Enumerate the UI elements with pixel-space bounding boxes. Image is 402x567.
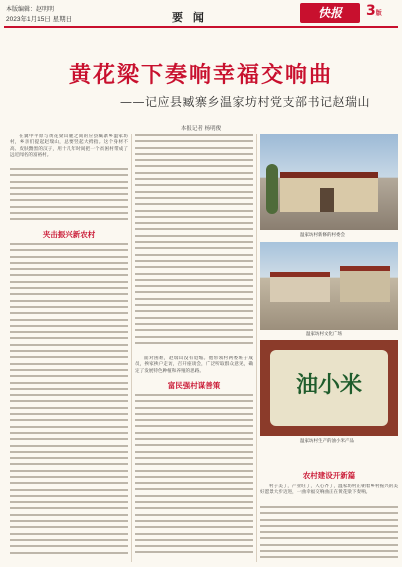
section-heading-3: 农村建设开新篇 (302, 471, 356, 480)
section-2-paragraph: 面对困难，赵瑞山没有退缩。他带领村两委班子成员，挨家挨户走访，召开座谈会，广泛听取群众意见，确定了发展特色种植和养殖的思路。 (135, 356, 253, 374)
text-block (10, 243, 128, 561)
text-block (10, 168, 128, 226)
page-number-value: 3 (366, 3, 376, 19)
section-2-intro (135, 356, 253, 376)
text-block (260, 506, 398, 561)
photo-caption-2: 温家坊村文化广场 (306, 332, 342, 337)
newspaper-masthead: 快报 (300, 3, 360, 23)
page-number (366, 3, 382, 19)
page-header (0, 0, 402, 28)
subheadline: ——记应县臧寨乡温家坊村党支部书记赵瑞山 (120, 95, 371, 109)
issue-date: 2023年1月15日 星期日 (6, 16, 73, 23)
section-3-intro (260, 484, 398, 504)
section-3-paragraph: 村子美了，产业旺了，人心齐了，温家坊村正朝着乡村振兴的美好愿景大步迈进，一曲幸福交响曲正在黄花梁下奏响。 (260, 484, 398, 496)
page-number-suffix: 版 (375, 10, 382, 17)
byline: 本报记者 杨明俊 (180, 126, 222, 132)
text-block (135, 134, 253, 354)
photo-millet-product (260, 340, 398, 436)
lead-paragraph: 在冀中平原与黄花梁山麓之间的应县臧寨乡温家坊村，乡亲们提起赵瑞山，总要竖起大拇指。这个身材不高、皮肤黝黑的汉子，用十几年时间把一个贫困村带成了远近闻名的富裕村。 (10, 134, 128, 158)
door-shape (320, 188, 334, 212)
photo-caption-3: 温家坊村生产的油小米产品 (300, 439, 354, 444)
headline: 黄花梁下奏响幸福交响曲 (68, 62, 333, 88)
column-divider (256, 134, 257, 562)
text-block (135, 394, 253, 560)
section-heading-1: 夹击振兴新农村 (42, 230, 96, 239)
section-title: 要 闻 (172, 11, 207, 24)
photo-caption-1: 温家坊村新修的村委会 (300, 233, 345, 238)
photo-village-office (260, 134, 398, 230)
column-divider (131, 134, 132, 562)
editor-credit: 本版编辑：赵明明 (6, 7, 55, 13)
building-shape (340, 266, 390, 302)
building-shape (270, 272, 330, 302)
photo-cultural-square (260, 242, 398, 330)
tree-shape (266, 164, 278, 214)
section-heading-2: 富民强村谋善策 (167, 381, 221, 390)
header-rule (4, 26, 398, 28)
product-label: 油小米 (295, 373, 362, 398)
